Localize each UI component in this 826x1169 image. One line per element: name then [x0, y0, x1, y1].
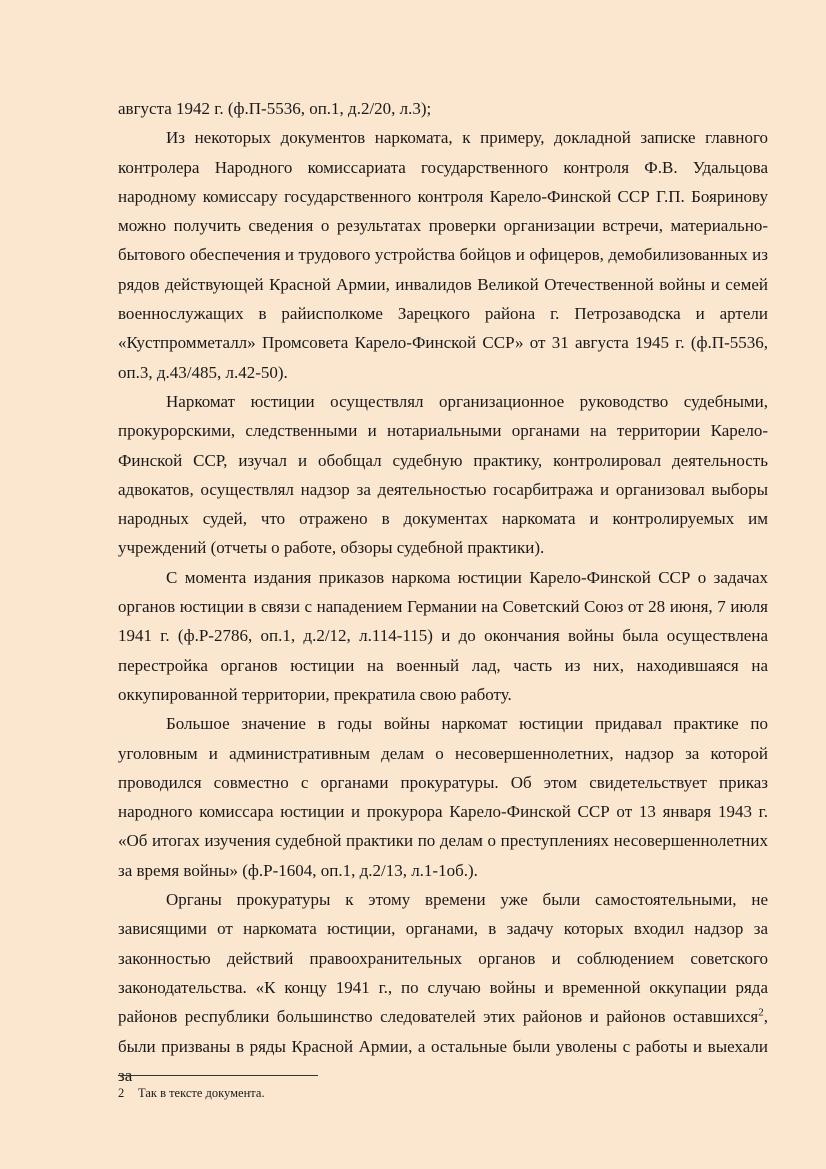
footnote-text: Так в тексте документа. [138, 1086, 265, 1100]
document-body [118, 94, 768, 1090]
paragraph-1: Из некоторых документов наркомата, к примеру, докладной записке главного контролера Народного комиссариата государственного контроля Ф.В. Удальцова народному комиссару государственного контроля Карело-Финской ССР Г.П. Бояринову можно получить сведения о результатах проверки организации встречи, материально-бытового обеспечения и трудового устройства бойцов и офицеров, демобилизованных из рядов действующей Красной Армии, инвалидов Великой Отечественной войны и семей военнослужащих в райисполкоме Зарецкого района г. Петрозаводска и артели «Кустпромметалл» Промсовета Карело-Финской ССР» от 31 августа 1945 г. (ф.П-5536, оп.3, д.43/485, л.42-50). [118, 128, 768, 382]
paragraph-2: Наркомат юстиции осуществлял организационное руководство судебными, прокурорскими, следственными и нотариальными органами на территории Карело-Финской ССР, изучал и обобщал судебную практику, контролировал деятельность адвокатов, осуществлял надзор за деятельностью госарбитража и организовал выборы народных судей, что отражено в документах наркомата и контролируемых им учреждений (отчеты о работе, обзоры судебной практики). [118, 391, 768, 558]
footnote [118, 1084, 265, 1102]
footnote-separator [118, 1075, 318, 1076]
paragraph-4: Большое значение в годы войны наркомат юстиции придавал практике по уголовным и административным делам о несовершеннолетних, надзор за которой проводился совместно с органами прокуратуры. Об этом свидетельствует приказ народного комиссара юстиции и прокурора Карело-Финской ССР от 13 января 1943 г. «Об итогах изучения судебной практики по делам о преступлениях несовершеннолетних за время войны» (ф.Р-1604, оп.1, д.2/13, л.1-1об.). [118, 714, 768, 880]
paragraph-5-text-b: , были призваны в ряды Красной Армии, а остальные были уволены с работы и выехали за [118, 1007, 768, 1085]
footnote-reference[interactable]: 2 [758, 1006, 764, 1019]
paragraph-5-text-a: Органы прокуратуры к этому времени уже были самостоятельными, не зависящими от наркомата юстиции, органами, в задачу которых входил надзор за законностью действий правоохранительных органов и соблюдением советского законодательства. «К концу 1941 г., по случаю войны и временной оккупации ряда районов республики большинство следователей этих районов и районов оставшихся [118, 890, 768, 1027]
paragraph-5 [118, 885, 768, 1090]
paragraph-0: августа 1942 г. (ф.П-5536, оп.1, д.2/20, л.3); [118, 99, 432, 118]
paragraph-3: С момента издания приказов наркома юстиции Карело-Финской ССР о задачах органов юстиции в связи с нападением Германии на Советский Союз от 28 июня, 7 июля 1941 г. (ф.Р-2786, оп.1, д.2/12, л.114-115) и до окончания войны была осуществлена перестройка органов юстиции на военный лад, часть из них, находившаяся на оккупированной территории, прекратила свою работу. [118, 567, 768, 704]
footnote-number: 2 [118, 1086, 125, 1100]
